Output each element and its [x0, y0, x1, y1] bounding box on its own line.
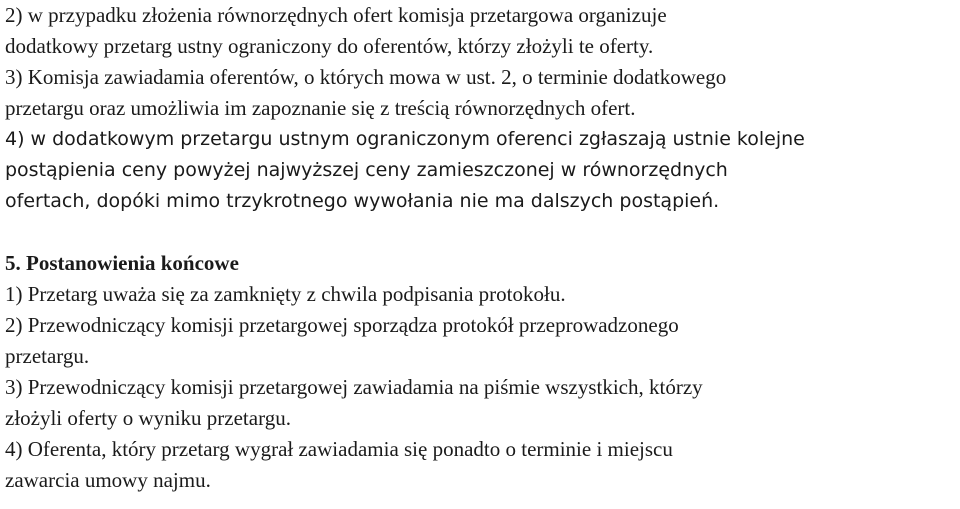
paragraph-gap	[5, 217, 960, 248]
text-line: zawarcia umowy najmu.	[5, 468, 211, 492]
text-line: 2) w przypadku złożenia równorzędnych ofert komisja przetargowa organizuje	[5, 3, 667, 27]
section-heading: 5. Postanowienia końcowe	[5, 251, 239, 275]
text-line: dodatkowy przetarg ustny ograniczony do oferentów, którzy złożyli te oferty.	[5, 34, 654, 58]
text-line: 4) Oferenta, który przetarg wygrał zawiadamia się ponadto o terminie i miejscu	[5, 437, 673, 461]
text-line: 3) Komisja zawiadamia oferentów, o których mowa w ust. 2, o terminie dodatkowego	[5, 65, 727, 89]
section-5	[5, 248, 960, 496]
text-line: przetargu oraz umożliwia im zapoznanie się z treścią równorzędnych ofert.	[5, 96, 636, 120]
text-line: 2) Przewodniczący komisji przetargowej sporządza protokół przeprowadzonego	[5, 313, 679, 337]
text-line: postąpienia ceny powyżej najwyższej ceny zamieszczonej w równorzędnych	[5, 159, 728, 181]
text-line: 4) w dodatkowym przetargu ustnym ograniczonym oferenci zgłaszają ustnie kolejne	[5, 128, 805, 150]
document-page	[5, 0, 960, 496]
text-line: przetargu.	[5, 344, 90, 368]
text-line: 1) Przetarg uważa się za zamknięty z chwila podpisania protokołu.	[5, 282, 566, 306]
section-4-continuation	[5, 0, 960, 217]
text-line: ofertach, dopóki mimo trzykrotnego wywołania nie ma dalszych postąpień.	[5, 190, 720, 212]
text-line: 3) Przewodniczący komisji przetargowej zawiadamia na piśmie wszystkich, którzy	[5, 375, 703, 399]
text-line: złożyli oferty o wyniku przetargu.	[5, 406, 291, 430]
